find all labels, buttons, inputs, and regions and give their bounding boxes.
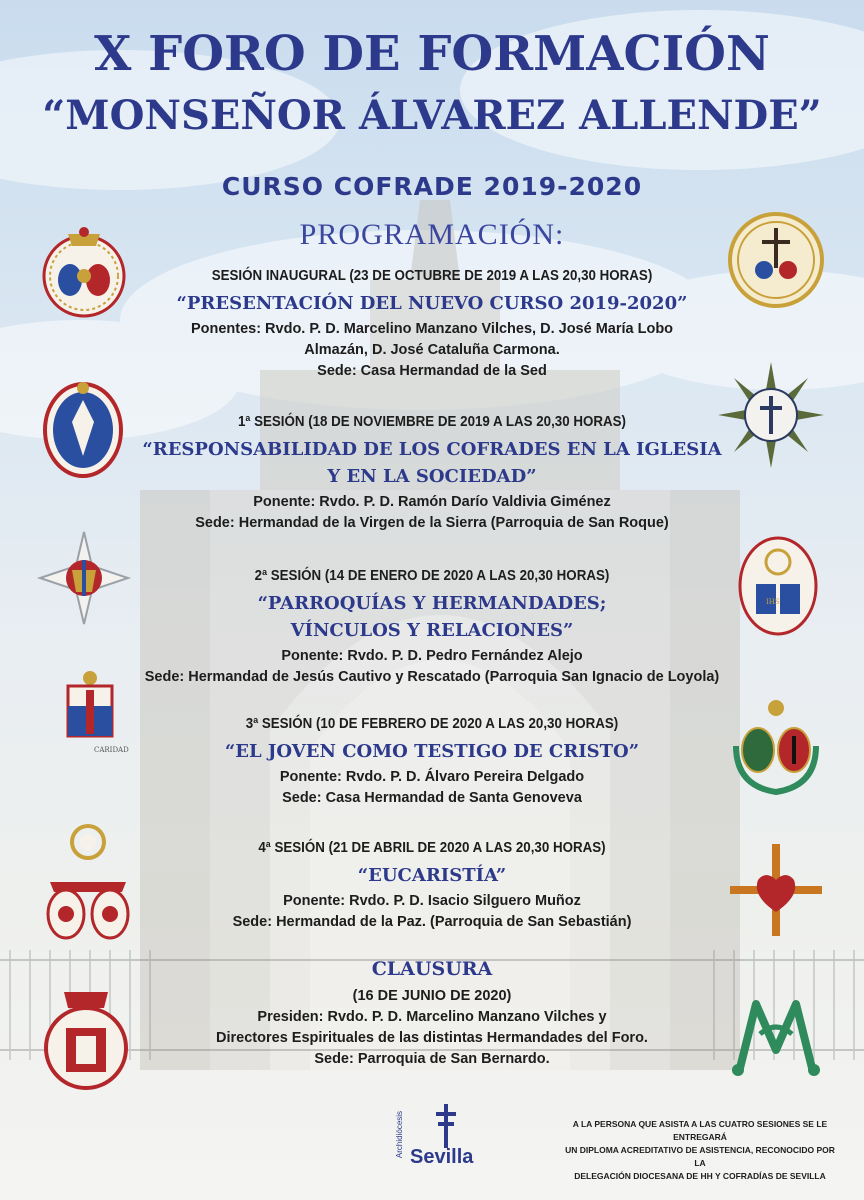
programacion-heading: PROGRAMACIÓN: [299,218,565,251]
session-header: 2ª SESIÓN (14 DE ENERO DE 2020 A LAS 20,30 HORAS) [254,568,610,584]
clausura-date: (16 DE JUNIO DE 2020) [352,988,512,1004]
clausura-presiden: Presiden: Rvdo. P. D. Marcelino Manzano Vilches y [257,1009,607,1025]
seal-emblem-icon [726,210,826,310]
session-title-line1: “PARROQUÍAS Y HERMANDADES; [257,593,607,614]
subtitle-honoree: “MONSEÑOR ÁLVAREZ ALLENDE” [42,92,822,139]
session-title: “EUCARISTÍA” [357,865,507,886]
session-title-line1: “RESPONSABILIDAD DE LOS COFRADES EN LA IGLESIA [142,439,722,460]
monstrance-shield-emblem-icon [736,528,820,638]
crest-emblem-icon [36,220,132,320]
clausura-section [140,958,724,1070]
session-venue: Sede: Hermandad de la Paz. (Parroquia de San Sebastián) [232,914,632,930]
oval-shield-emblem-icon [40,378,126,478]
eucharist-shields-emblem-icon [40,822,136,942]
clausura-title: CLAUSURA [371,958,493,980]
diploma-note-line1: A LA PERSONA QUE ASISTA A LAS CUATRO SESIONES SE LE ENTREGARÁ [572,1119,828,1142]
leaf-shield-emblem-icon [728,696,824,796]
diploma-note [560,1118,840,1183]
session-title-line2: Y EN LA SOCIEDAD” [327,466,537,487]
session-2 [140,568,724,688]
session-title: “PRESENTACIÓN DEL NUEVO CURSO 2019-2020” [176,293,688,314]
caridad-emblem-icon [50,668,136,772]
session-speaker: Ponente: Rvdo. P. D. Álvaro Pereira Delgado [279,769,585,785]
session-venue: Sede: Casa Hermandad de Santa Genoveva [282,790,582,806]
logo-big-text: Sevilla [410,1146,474,1168]
session-1 [140,414,724,534]
caridad-label: CARIDAD [94,746,129,754]
session-header: SESIÓN INAUGURAL (23 DE OCTUBRE DE 2019 A LAS 20,30 HORAS) [211,268,653,284]
cross-star-emblem-icon [36,530,132,626]
logo-small-text: Archidiócesis [395,1110,405,1159]
course-title: CURSO COFRADE 2019-2020 [221,172,643,201]
session-speakers-cont: Almazán, D. José Cataluña Carmona. [304,342,560,358]
session-header: 3ª SESIÓN (10 DE FEBRERO DE 2020 A LAS 20,30 HORAS) [245,716,619,732]
archdiocese-logo [392,1100,472,1170]
session-speaker: Ponente: Rvdo. P. D. Ramón Darío Valdivia Giménez [253,494,611,510]
session-venue: Sede: Casa Hermandad de la Sed [317,363,547,379]
session-header: 1ª SESIÓN (18 DE NOVIEMBRE DE 2019 A LAS 20,30 HORAS) [238,414,626,430]
clausura-directores: Directores Espirituales de las distintas Hermandades del Foro. [216,1030,648,1046]
session-4 [140,840,724,933]
sun-cross-emblem-icon [716,360,826,470]
diploma-note-line2: UN DIPLOMA ACREDITATIVO DE ASISTENCIA, RECONOCIDO POR LA [565,1145,835,1168]
session-speakers: Ponentes: Rvdo. P. D. Marcelino Manzano Vilches, D. José María Lobo [190,321,674,337]
session-title: “EL JOVEN COMO TESTIGO DE CRISTO” [224,741,640,762]
session-speaker: Ponente: Rvdo. P. D. Isacio Silguero Muñoz [283,893,581,909]
session-inaugural [140,268,724,382]
session-venue: Sede: Hermandad de la Virgen de la Sierra (Parroquia de San Roque) [195,515,669,531]
session-title-line2: VÍNCULOS Y RELACIONES” [290,620,574,641]
session-speaker: Ponente: Rvdo. P. D. Pedro Fernández Alejo [281,648,583,664]
diploma-note-line3: DELEGACIÓN DIOCESANA DE HH Y COFRADÍAS DE SEVILLA [574,1171,826,1181]
session-3 [140,716,724,809]
main-title: X FORO DE FORMACIÓN [94,26,770,82]
clausura-venue: Sede: Parroquia de San Bernardo. [314,1051,550,1067]
crowned-shield-emblem-icon [38,984,134,1090]
ihs-label: IHS [766,598,780,606]
session-venue: Sede: Hermandad de Jesús Cautivo y Rescatado (Parroquia San Ignacio de Loyola) [144,669,720,685]
session-header: 4ª SESIÓN (21 DE ABRIL DE 2020 A LAS 20,30 HORAS) [258,840,606,856]
marian-monogram-icon [726,990,826,1080]
sacred-heart-cross-icon [726,840,826,940]
